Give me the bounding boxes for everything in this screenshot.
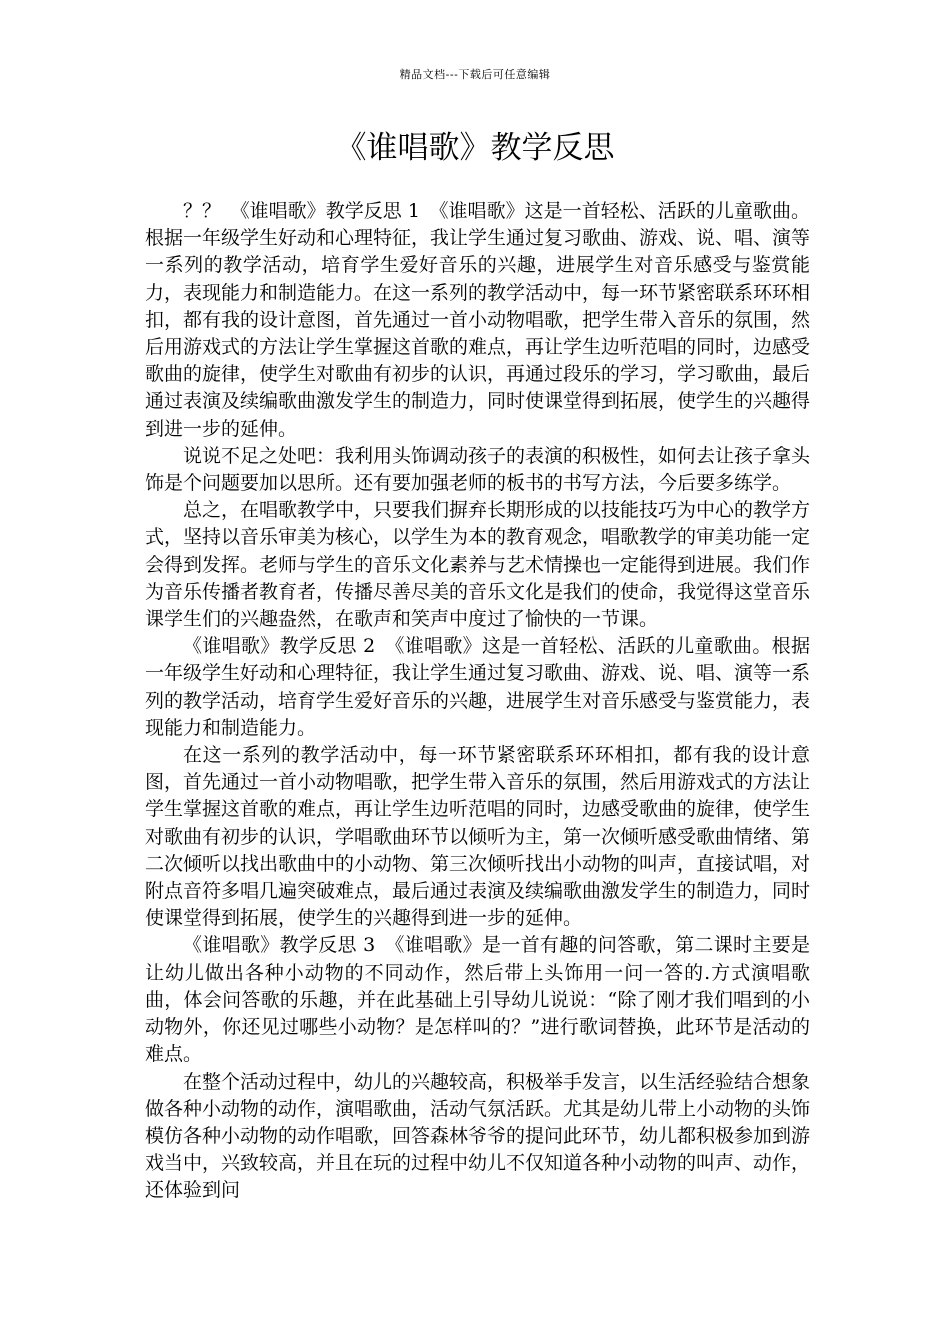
paragraph: 《谁唱歌》教学反思 2 《谁唱歌》这是一首轻松、活跃的儿童歌曲。根据一年级学生好动和心理特征，我让学生通过复习歌曲、游戏、说、唱、演等一系列的教学活动，培育学生爱好音乐的兴趣，进展学生对音乐感受与鉴赏能力，表现能力和制造能力。 xyxy=(145,635,811,739)
paragraph: 在这一系列的教学活动中，每一环节紧密联系环环相扣，都有我的设计意图，首先通过一首小动物唱歌，把学生带入音乐的氛围，然后用游戏式的方法让学生掌握这首歌的难点，再让学生边听范唱的同时，边感受歌曲的旋律，使学生对歌曲有初步的认识，学唱歌曲环节以倾听为主，第一次倾听感受歌曲情绪、第二次倾听以找出歌曲中的小动物、第三次倾听找出小动物的叫声，直接试唱，对附点音符多唱几遍突破难点，最后通过表演及续编歌曲激发学生的制造力，同时使课堂得到拓展，使学生的兴趣得到进一步的延伸。 xyxy=(145,744,811,930)
page-header: 精品文档---下载后可任意编辑 xyxy=(399,68,551,81)
paragraph: 《谁唱歌》教学反思 3 《谁唱歌》是一首有趣的问答歌，第二课时主要是让幼儿做出各种小动物的不同动作，然后带上头饰用一问一答的.方式演唱歌曲，体会问答歌的乐趣，并在此基础上引导幼儿说说：“除了刚才我们唱到的小动物外，你还见过哪些小动物？是怎样叫的？”进行歌词替换，此环节是活动的难点。 xyxy=(145,934,810,1066)
paragraph: ？？ 《谁唱歌》教学反思 1 《谁唱歌》这是一首轻松、活跃的儿童歌曲。根据一年级学生好动和心理特征，我让学生通过复习歌曲、游戏、说、唱、演等一系列的教学活动，培育学生爱好音乐的兴趣，进展学生对音乐感受与鉴赏能力，表现能力和制造能力。在这一系列的教学活动中，每一环节紧密联系环环相扣，都有我的设计意图，首先通过一首小动物唱歌，把学生带入音乐的氛围，然后用游戏式的方法让学生掌握这首歌的难点，再让学生边听范唱的同时，边感受歌曲的旋律，使学生对歌曲有初步的认识，再通过段乐的学习，学习歌曲，最后通过表演及续编歌曲激发学生的制造力，同时使课堂得到拓展，使学生的兴趣得到进一步的延伸。 xyxy=(145,200,811,440)
document-title: 《谁唱歌》教学反思 xyxy=(335,130,615,166)
paragraph: 在整个活动过程中，幼儿的兴趣较高，积极举手发言，以生活经验结合想象做各种小动物的动作，演唱歌曲，活动气氛活跃。尤其是幼儿带上小动物的头饰模仿各种小动物的动作唱歌，回答森林爷爷的提问此环节，幼儿都积极参加到游戏当中，兴致较高，并且在玩的过程中幼儿不仅知道各种小动物的叫声、动作，还体验到问 xyxy=(145,1070,811,1202)
paragraph: 总之，在唱歌教学中，只要我们摒弃长期形成的以技能技巧为中心的教学方式，坚持以音乐审美为核心，以学生为本的教育观念，唱歌教学的审美功能一定会得到发挥。老师与学生的音乐文化素养与艺术情操也一定能得到进展。我们作为音乐传播者教育者，传播尽善尽美的音乐文化是我们的使命，我觉得这堂音乐课学生们的兴趣盎然，在歌声和笑声中度过了愉快的一节课。 xyxy=(145,499,811,631)
paragraph: 说说不足之处吧：我利用头饰调动孩子的表演的积极性，如何去让孩子拿头饰是个问题要加以思所。还有要加强老师的板书的书写方法，今后要多练学。 xyxy=(145,444,811,495)
document-body xyxy=(145,198,810,1205)
